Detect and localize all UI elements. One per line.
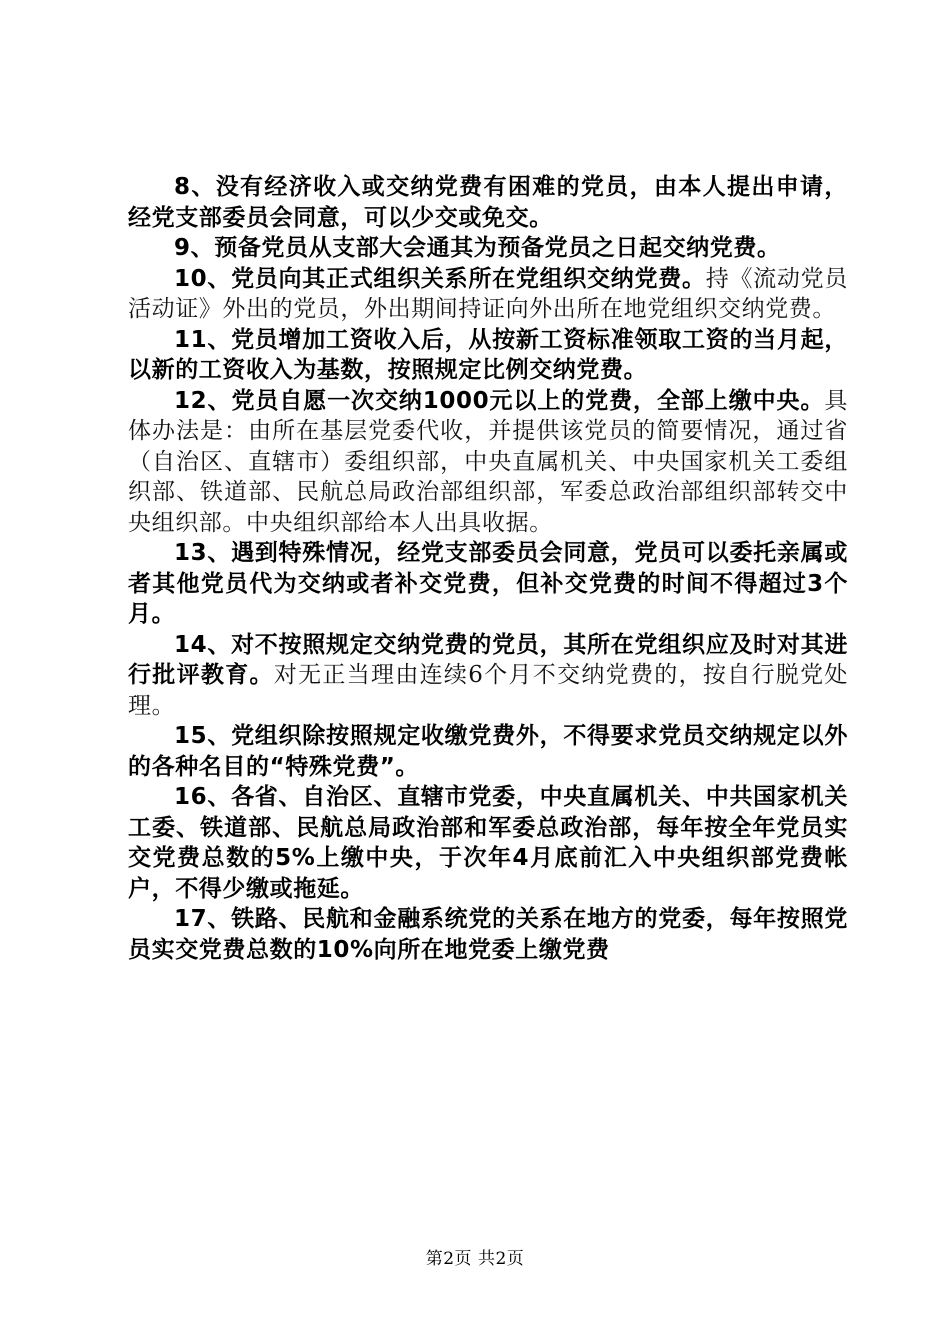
paragraph-8 bbox=[128, 172, 848, 233]
paragraph-13 bbox=[128, 538, 848, 630]
paragraph-12 bbox=[128, 386, 848, 539]
paragraph-10 bbox=[128, 264, 848, 325]
paragraph-16 bbox=[128, 782, 848, 904]
page-number-label: 第2页 共2页 bbox=[425, 1249, 525, 1269]
paragraph-17-text: 17、铁路、民航和金融系统党的关系在地方的党委，每年按照党员实交党费总数的10%向所在地党委上缴党费 bbox=[128, 906, 848, 963]
paragraph-14 bbox=[128, 630, 848, 722]
paragraph-13-text: 13、遇到特殊情况，经党支部委员会同意，党员可以委托亲属或者其他党员代为交纳或者补交党费，但补交党费的时间不得超过3个月。 bbox=[128, 540, 848, 627]
paragraph-15-text: 15、党组织除按照规定收缴党费外，不得要求党员交纳规定以外的各种名目的“特殊党费”。 bbox=[128, 723, 848, 780]
paragraph-14-text-bold: 14、对不按照规定交纳党费的党员，其所在党组织应及时对其进行批评教育。 bbox=[128, 631, 848, 688]
paragraph-9 bbox=[128, 233, 848, 264]
document-body bbox=[128, 172, 848, 965]
paragraph-12-text-light: 具体办法是：由所在基层党委代收，并提供该党员的简要情况，通过省（自治区、直辖市）委组织部，中央直属机关、中央国家机关工委组织部、铁道部、民航总局政治部组织部，军委总政治部组织部转交中央组织部。中央组织部给本人出具收据。 bbox=[128, 387, 848, 536]
page-footer bbox=[0, 1244, 950, 1269]
paragraph-14-text-light: 对无正当理由连续6个月不交纳党费的，按自行脱党处理。 bbox=[128, 662, 848, 719]
paragraph-10-text-light: 持《流动党员活动证》外出的党员，外出期间持证向外出所在地党组织交纳党费。 bbox=[128, 265, 848, 322]
paragraph-9-text: 9、预备党员从支部大会通其为预备党员之日起交纳党费。 bbox=[174, 235, 781, 261]
paragraph-8-text: 8、没有经济收入或交纳党费有困难的党员，由本人提出申请，经党支部委员会同意，可以少交或免交。 bbox=[128, 174, 848, 231]
paragraph-17 bbox=[128, 904, 848, 965]
paragraph-11-text: 11、党员增加工资收入后，从按新工资标准领取工资的当月起，以新的工资收入为基数，按照规定比例交纳党费。 bbox=[128, 326, 848, 383]
paragraph-16-text: 16、各省、自治区、直辖市党委，中央直属机关、中共国家机关工委、铁道部、民航总局政治部和军委总政治部，每年按全年党员实交党费总数的5%上缴中央，于次年4月底前汇入中央组织部党费帐户，不得少缴或拖延。 bbox=[128, 784, 848, 902]
paragraph-11 bbox=[128, 325, 848, 386]
paragraph-15 bbox=[128, 721, 848, 782]
paragraph-10-text-bold: 10、党员向其正式组织关系所在党组织交纳党费。 bbox=[174, 265, 706, 292]
paragraph-12-text-bold: 12、党员自愿一次交纳1000元以上的党费，全部上缴中央。 bbox=[174, 387, 825, 414]
